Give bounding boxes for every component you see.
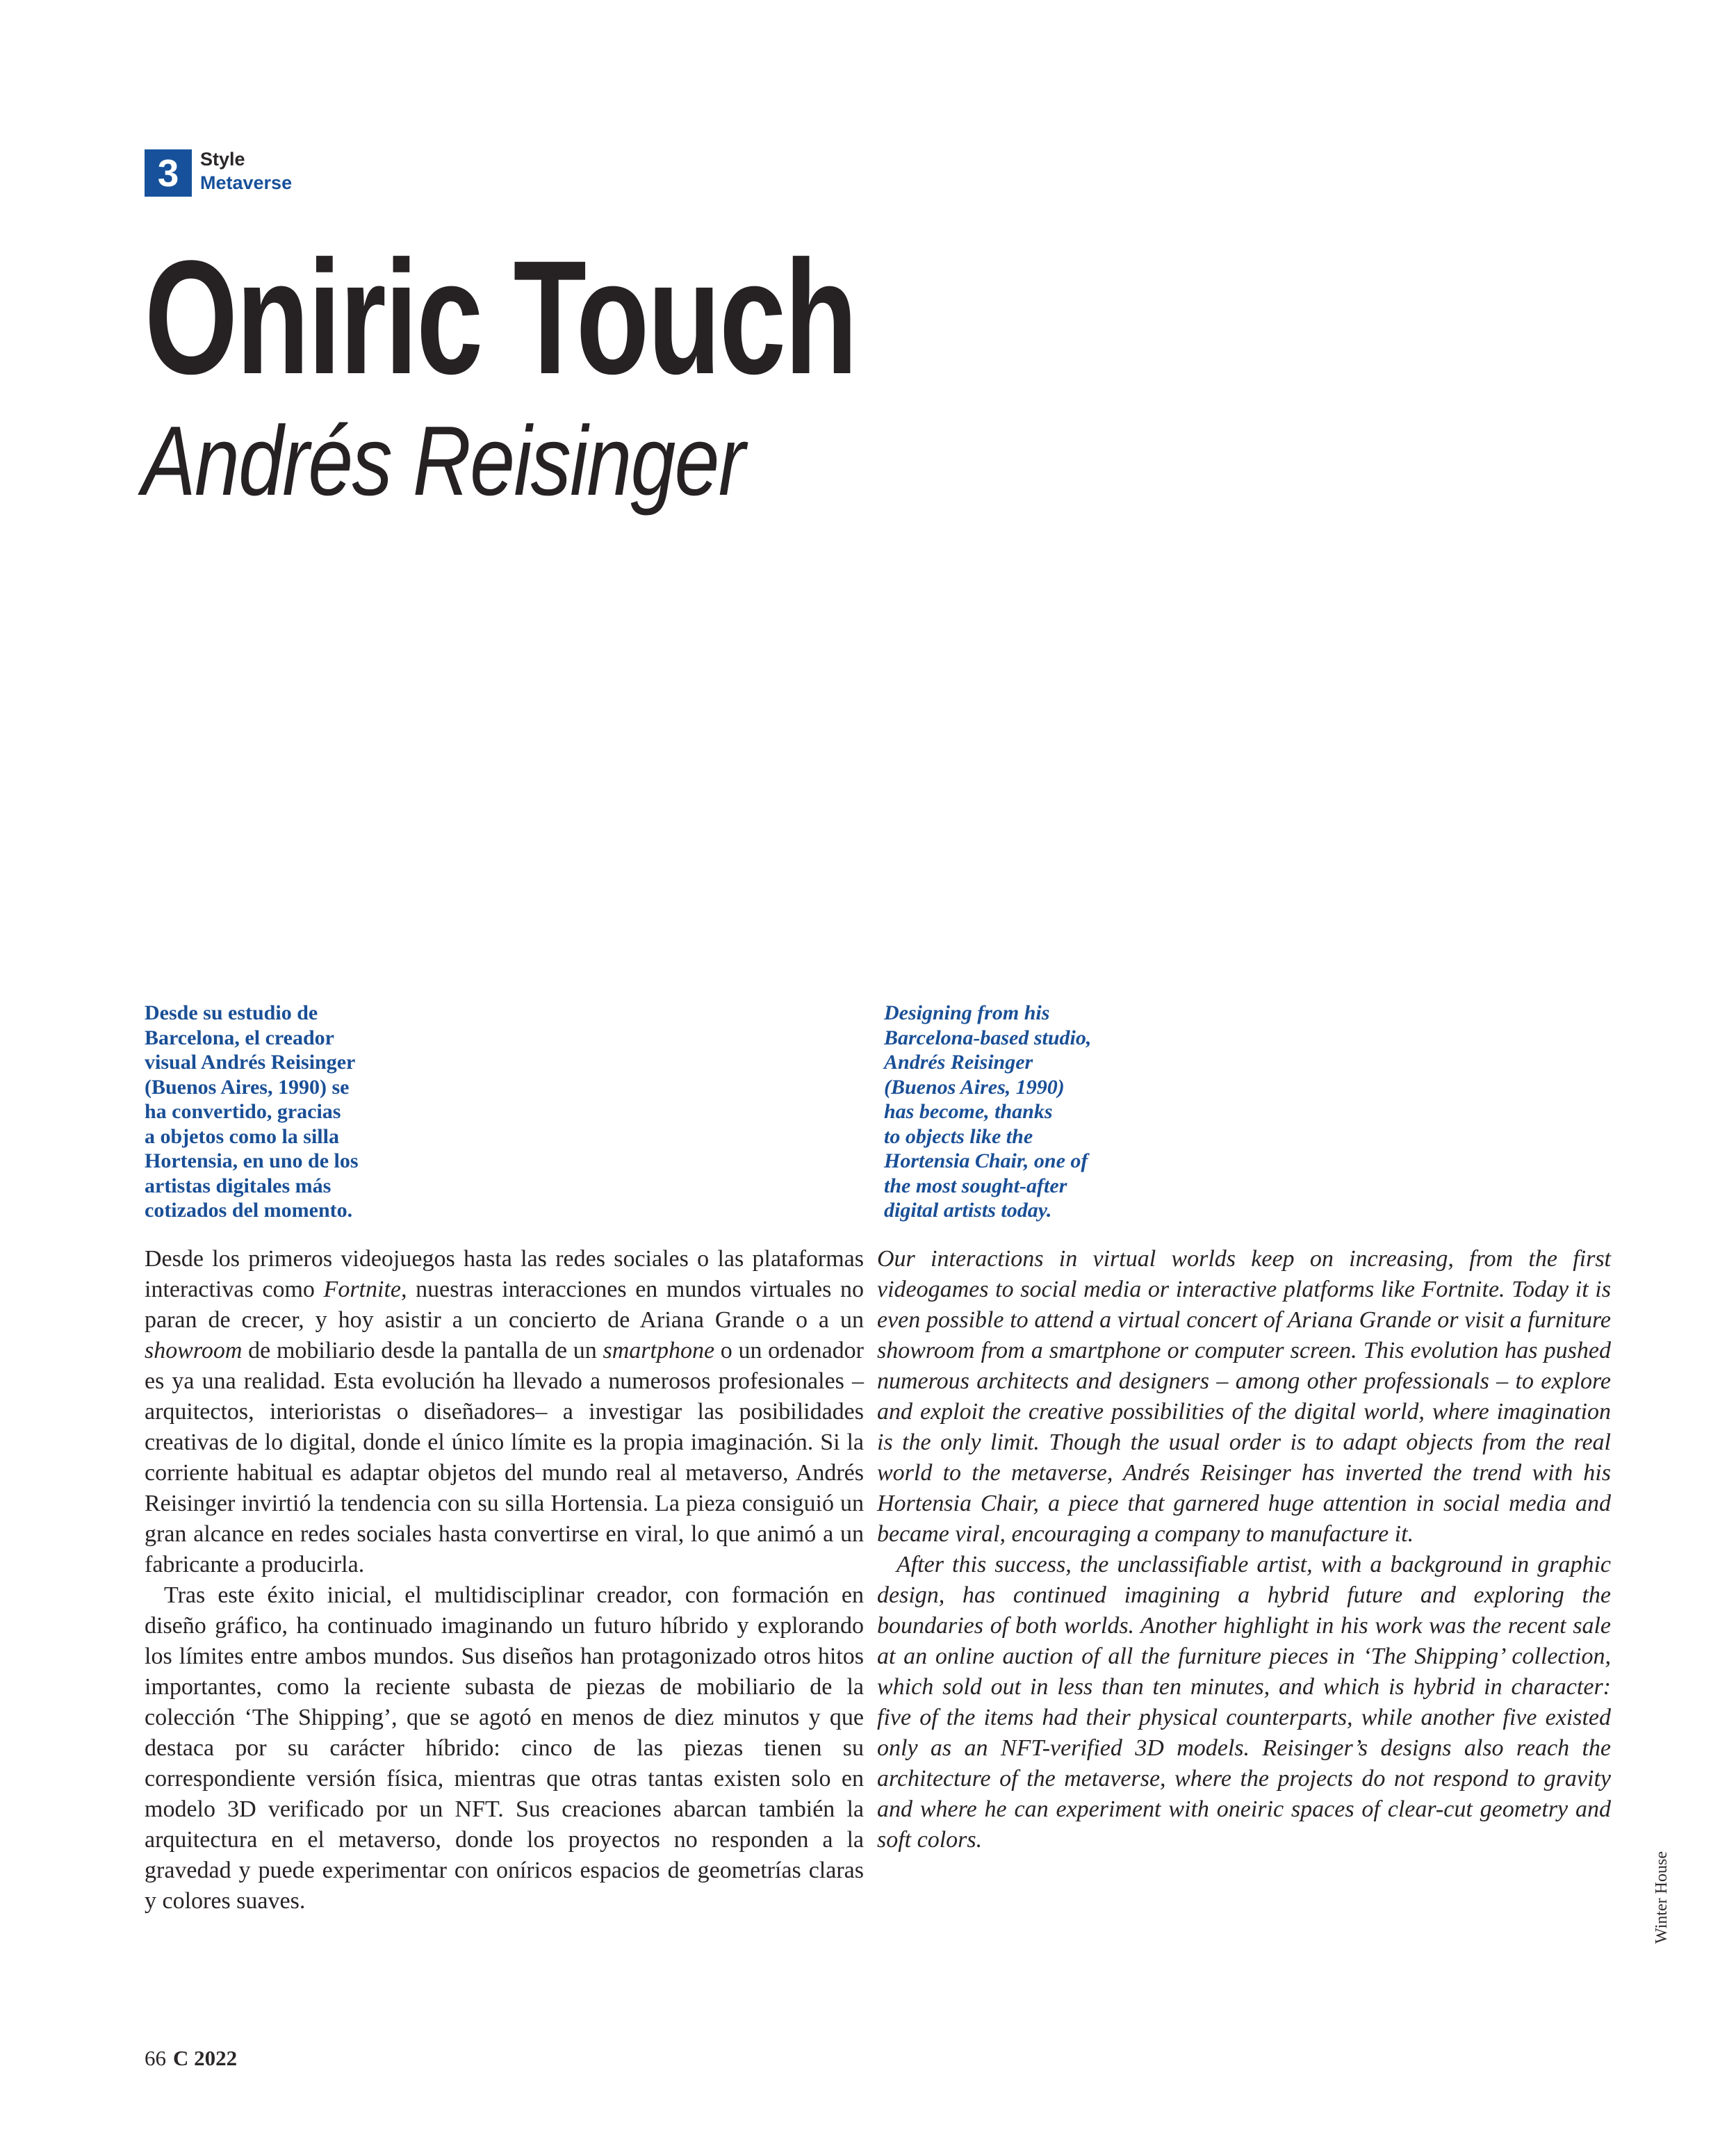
body-text: de mobiliario desde la pantalla de un — [242, 1338, 603, 1363]
body-text-italic: Fortnite, — [323, 1277, 407, 1302]
body-text-italic: showroom — [145, 1338, 243, 1363]
standfirst-line: digital artists today. — [884, 1199, 1052, 1222]
standfirst-line: visual Andrés Reisinger — [145, 1051, 356, 1074]
standfirst-line: has become, thanks — [884, 1100, 1053, 1123]
standfirst-spanish — [145, 1001, 534, 1223]
standfirst-line: Hortensia, en uno de los — [145, 1149, 359, 1172]
body-text: nuestras interacciones en mundos virtuales no paran de crecer, y hoy asistir a un concierto de Ariana Grande o a un — [145, 1277, 864, 1333]
body-text: o un ordenador es ya una realidad. Esta evolución ha llevado a numerosos profesionales –arquitectos, interioristas o diseñadores– a investigar las posibilidades creativas de lo digital, donde el único límite es la propia imaginación. Si la corriente habitual es adaptar objetos del mundo real al metaverso, Andrés Reisinger invirtió la tendencia con su silla Hortensia. La pieza consiguió un gran alcance en redes sociales hasta convertirse en viral, lo que animó a un fabricante a producirla. — [145, 1338, 864, 1577]
standfirst-line: Desde su estudio de — [145, 1001, 318, 1024]
standfirst-line: (Buenos Aires, 1990) — [884, 1075, 1065, 1099]
section-number-badge — [145, 149, 192, 197]
page-number: 66 — [145, 2046, 166, 2070]
article-body-english — [877, 1244, 1611, 1855]
standfirst-line: Andrés Reisinger — [884, 1051, 1033, 1074]
standfirst-line: Barcelona-based studio, — [884, 1026, 1092, 1049]
body-text: Desde los primeros videojuegos hasta las redes sociales o las plataformas interactivas como — [145, 1246, 864, 1302]
article-body-spanish — [145, 1244, 864, 1917]
photo-credit-vertical: Winter House — [1653, 1851, 1671, 1944]
body-es-paragraph-2: Tras este éxito inicial, el multidisciplinar creador, con formación en diseño gráfico, ha continuado imaginando un futuro híbrido y explorando los límites entre ambos mundos. Sus diseños han protagonizado otros hitos importantes, como la reciente subasta de piezas de mobiliario de la colección ‘The Shipping’, que se agotó en menos de diez minutos y que destaca por su carácter híbrido: cinco de las piezas tienen su correspondiente versión física, mientras que otras tantas existen solo en modelo 3D verificado por un NFT. Sus creaciones abarcan también la arquitectura en el metaverso, donde los proyectos no responden a la gravedad y puede experimentar con oníricos espacios de geometrías claras y colores suaves. — [145, 1582, 864, 1914]
section-name: Style — [200, 149, 245, 170]
magazine-issue: C 2022 — [173, 2046, 238, 2070]
section-number: 3 — [157, 151, 179, 195]
standfirst-line: Barcelona, el creador — [145, 1026, 334, 1049]
body-text-italic: smartphone — [603, 1338, 715, 1363]
standfirst-line: the most sought-after — [884, 1174, 1067, 1197]
article-title: Oniric Touch — [145, 227, 856, 408]
standfirst-line: Designing from his — [884, 1001, 1050, 1024]
section-labels — [200, 147, 292, 195]
body-en-paragraph-2: After this success, the unclassifiable artist, with a background in graphic design, has continued imagining a hybrid future and exploring the boundaries of both worlds. Another highlight in his work was the recent sale at an online auction of all the furniture pieces in ‘The Shipping’ collection, which sold out in less than ten minutes, and which is hybrid in character: five of the items had their physical counterparts, while another five existed only as an NFT-verified 3D models. Reisinger’s designs also reach the architecture of the metaverse, where the projects do not respond to gravity and where he can experiment with oneiric spaces of clear-cut geometry and soft colors. — [877, 1552, 1611, 1853]
standfirst-line: ha convertido, gracias — [145, 1100, 341, 1123]
body-en-paragraph-1: Our interactions in virtual worlds keep on increasing, from the first videogames to social media or interactive platforms like Fortnite. Today it is even possible to attend a virtual concert of Ariana Grande or visit a furniture showroom from a smartphone or computer screen. This evolution has pushed numerous architects and designers – among other professionals – to explore and exploit the creative possibilities of the digital world, where imagination is the only limit. Though the usual order is to adapt objects from the real world to the metaverse, Andrés Reisinger has inverted the trend with his Hortensia Chair, a piece that garnered huge attention in social media and became viral, encouraging a company to manufacture it. — [877, 1246, 1611, 1547]
standfirst-english — [884, 1001, 1273, 1223]
standfirst-line: artistas digitales más — [145, 1174, 331, 1197]
subsection-name: Metaverse — [200, 172, 293, 193]
standfirst-line: a objetos como la silla — [145, 1124, 339, 1148]
body-es-paragraph-1 — [145, 1244, 864, 1580]
standfirst-line: to objects like the — [884, 1124, 1033, 1148]
standfirst-line: Hortensia Chair, one of — [884, 1149, 1088, 1172]
page-footer — [145, 2046, 237, 2071]
standfirst-line: cotizados del momento. — [145, 1199, 353, 1222]
article-author: Andrés Reisinger — [142, 406, 744, 516]
standfirst-line: (Buenos Aires, 1990) se — [145, 1075, 350, 1099]
